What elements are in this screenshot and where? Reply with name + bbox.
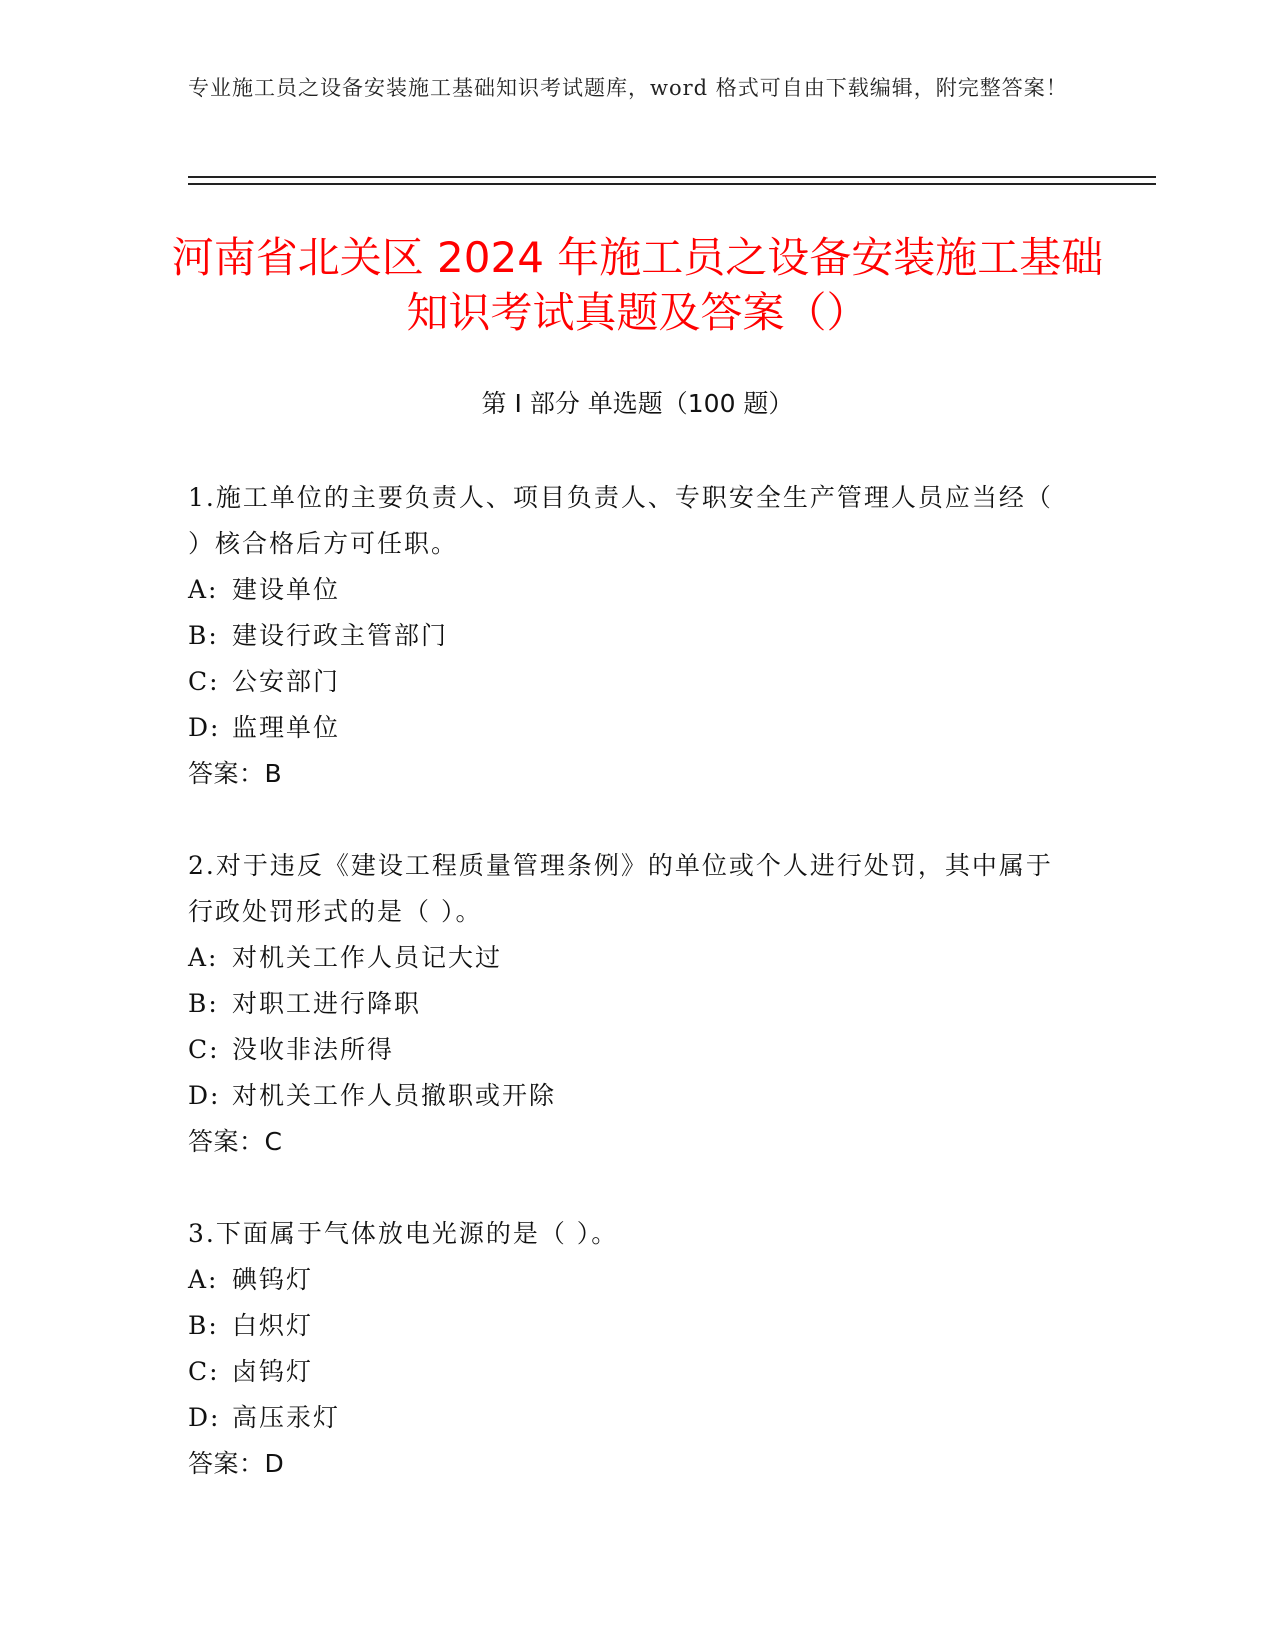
option-letter: A:: [188, 1265, 219, 1294]
header-divider-top: [188, 176, 1156, 178]
option-c: [188, 1027, 1068, 1073]
question-1: [188, 475, 1068, 797]
option-letter: D:: [188, 1081, 221, 1110]
option-d: [188, 1073, 1068, 1119]
option-letter: C:: [188, 667, 220, 696]
option-c: [188, 1349, 1068, 1395]
option-letter: A:: [188, 943, 219, 972]
option-b: [188, 613, 1068, 659]
answer-line: 答案：C: [188, 1127, 283, 1156]
option-text: 卤钨灯: [232, 1357, 314, 1386]
option-a: [188, 935, 1068, 981]
option-letter: B:: [188, 1311, 219, 1340]
option-text: 建设单位: [232, 575, 341, 604]
option-text: 对机关工作人员记大过: [232, 943, 503, 972]
option-text: 没收非法所得: [232, 1035, 395, 1064]
option-c: [188, 659, 1068, 705]
question-stem: 2.对于违反《建设工程质量管理条例》的单位或个人进行处罚，其中属于行政处罚形式的是（ ）。: [188, 851, 1053, 926]
option-letter: C:: [188, 1035, 220, 1064]
option-text: 白炽灯: [232, 1311, 314, 1340]
option-letter: D:: [188, 713, 221, 742]
option-letter: D:: [188, 1403, 221, 1432]
section-heading: 第 I 部分 单选题（100 题）: [481, 389, 794, 418]
question-stem: 1.施工单位的主要负责人、项目负责人、专职安全生产管理人员应当经（ ）核合格后方可任职。: [188, 483, 1053, 558]
question-3: [188, 1211, 1068, 1487]
document-title: 河南省北关区 2024 年施工员之设备安装施工基础知识考试真题及答案（）: [171, 233, 1104, 337]
option-a: [188, 1257, 1068, 1303]
option-a: [188, 567, 1068, 613]
option-d: [188, 1395, 1068, 1441]
option-letter: B:: [188, 621, 219, 650]
answer-line: 答案：B: [188, 759, 283, 788]
option-text: 高压汞灯: [232, 1403, 341, 1432]
option-letter: C:: [188, 1357, 220, 1386]
option-text: 对职工进行降职: [232, 989, 422, 1018]
option-letter: A:: [188, 575, 219, 604]
option-text: 公安部门: [232, 667, 341, 696]
header-divider-bottom: [188, 183, 1156, 185]
option-d: [188, 705, 1068, 751]
option-text: 对机关工作人员撤职或开除: [232, 1081, 557, 1110]
option-text: 碘钨灯: [232, 1265, 314, 1294]
option-text: 监理单位: [232, 713, 341, 742]
question-stem: 3.下面属于气体放电光源的是（ ）。: [188, 1219, 619, 1248]
header-note: 专业施工员之设备安装施工基础知识考试题库，word 格式可自由下载编辑，附完整答案！: [188, 76, 1068, 100]
question-list: [188, 475, 1068, 1533]
option-text: 建设行政主管部门: [232, 621, 449, 650]
answer-line: 答案：D: [188, 1449, 285, 1478]
question-2: [188, 843, 1068, 1165]
option-letter: B:: [188, 989, 219, 1018]
option-b: [188, 981, 1068, 1027]
option-b: [188, 1303, 1068, 1349]
